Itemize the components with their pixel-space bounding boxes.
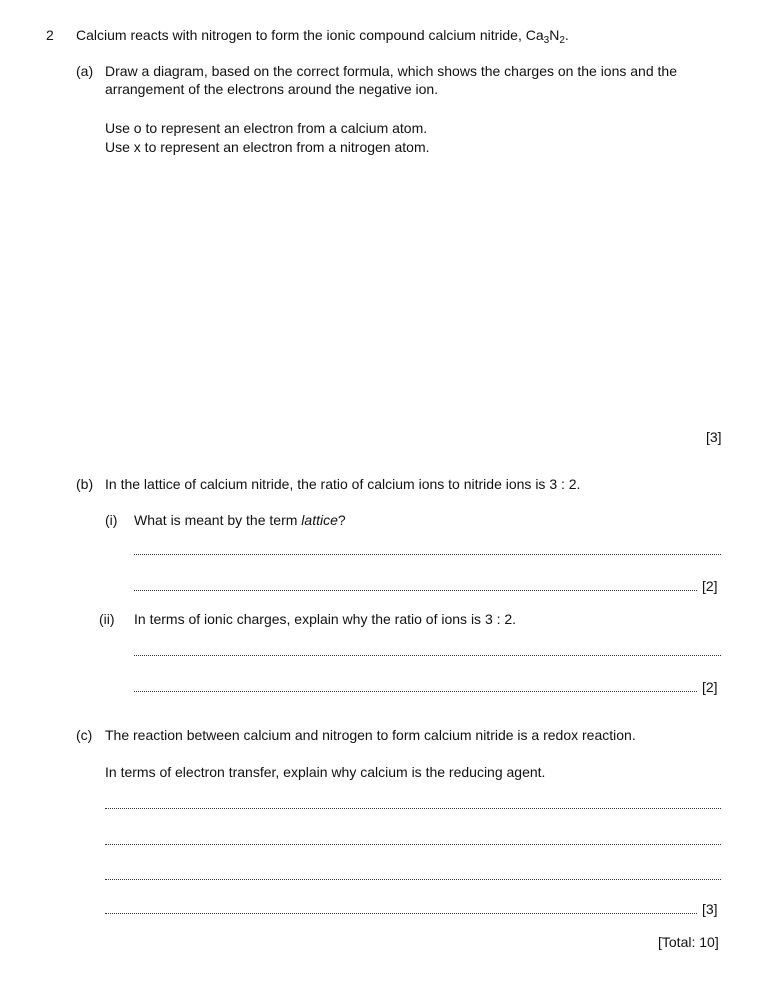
part-b-ii-question: In terms of ionic charges, explain why the ratio of ions is 3 : 2. <box>134 611 517 627</box>
part-c-label: (c) <box>76 727 93 743</box>
question-number: 2 <box>46 27 54 43</box>
part-b-label: (b) <box>76 476 94 492</box>
answer-line[interactable] <box>105 808 721 809</box>
part-a-instruction-nitrogen: Use x to represent an electron from a nitrogen atom. <box>105 139 430 155</box>
part-b-i-marks: [2] <box>702 578 718 594</box>
formula: $Ca_3N_2$. <box>525 27 569 46</box>
part-c-marks: [3] <box>702 901 718 917</box>
part-a-text-line1: Draw a diagram, based on the correct formula, which shows the charges on the ions and the <box>105 63 677 79</box>
question-intro <box>76 26 569 44</box>
total-marks: [Total: 10] <box>658 934 719 950</box>
answer-line[interactable] <box>134 554 721 555</box>
part-a-marks: [3] <box>706 429 722 445</box>
question-intro-text: Calcium reacts with nitrogen to form the ionic compound calcium nitride, <box>76 27 522 43</box>
term-lattice: lattice <box>301 512 338 528</box>
part-b-ii-marks: [2] <box>702 679 718 695</box>
part-b-i-label: (i) <box>105 512 118 528</box>
part-c-text: The reaction between calcium and nitrogen to form calcium nitride is a redox reaction. <box>105 727 636 743</box>
part-c-prompt: In terms of electron transfer, explain why calcium is the reducing agent. <box>105 764 546 780</box>
part-b-text: In the lattice of calcium nitride, the ratio of calcium ions to nitride ions is 3 : 2. <box>105 476 581 492</box>
answer-line[interactable] <box>105 844 721 845</box>
part-b-i-question: What is meant by the term lattice? <box>134 512 346 528</box>
answer-line[interactable] <box>105 879 721 880</box>
answer-line[interactable] <box>134 590 697 591</box>
part-a-text-line2: arrangement of the electrons around the negative ion. <box>105 81 439 97</box>
answer-line[interactable] <box>134 691 697 692</box>
diagram-answer-area[interactable] <box>105 165 720 420</box>
answer-line[interactable] <box>134 655 721 656</box>
part-a-label: (a) <box>76 63 94 79</box>
part-b-ii-label: (ii) <box>99 611 115 627</box>
part-a-instruction-calcium: Use o to represent an electron from a calcium atom. <box>105 120 428 136</box>
answer-line[interactable] <box>105 913 697 914</box>
